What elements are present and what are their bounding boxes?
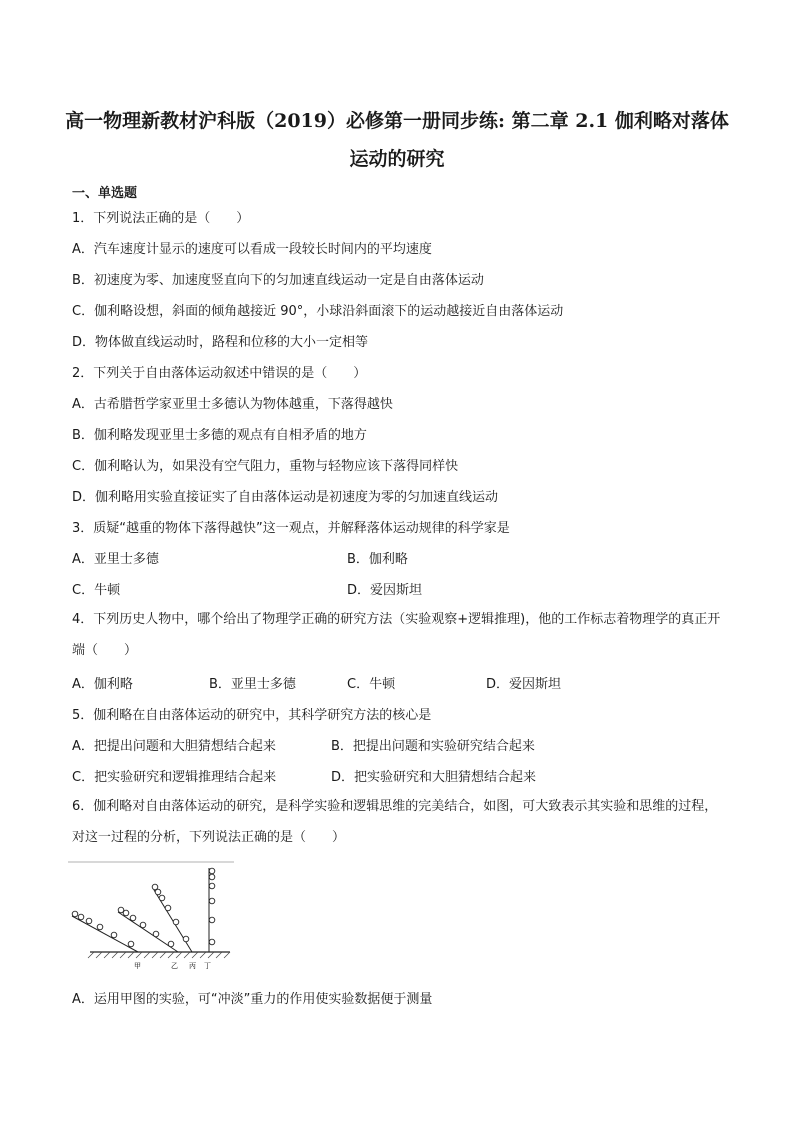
- question-4-stem: 4．下列历史人物中，哪个给出了物理学正确的研究方法（实验观察+逻辑推理)，他的工作标志着物理学的真正开端（ ）: [72, 612, 721, 658]
- question-2-option-d: D．伽利略用实验直接证实了自由落体运动是初速度为零的匀加速直线运动: [72, 490, 499, 505]
- question-3-stem: 3．质疑“越重的物体下落得越快”这一观点，并解释落体运动规律的科学家是: [72, 521, 510, 536]
- label-ding: 丁: [204, 962, 211, 970]
- question-4-option-d: D．爱因斯坦: [486, 677, 562, 692]
- label-yi: 乙: [171, 962, 178, 970]
- galileo-incline-figure: [68, 860, 238, 976]
- question-2-option-a: A．古希腊哲学家亚里士多德认为物体越重，下落得越快: [72, 397, 393, 412]
- question-1-option-d: D．物体做直线运动时，路程和位移的大小一定相等: [72, 335, 369, 350]
- question-2-stem: 2．下列关于自由落体运动叙述中错误的是（ ）: [72, 366, 367, 381]
- label-jia: 甲: [134, 962, 141, 970]
- question-4-option-a: A．伽利略: [72, 677, 133, 692]
- question-5-stem: 5．伽利略在自由落体运动的研究中，其科学研究方法的核心是: [72, 708, 432, 723]
- question-5-option-b: B．把提出问题和实验研究结合起来: [331, 739, 535, 754]
- question-6-stem: 6．伽利略对自由落体运动的研究，是科学实验和逻辑思维的完美结合，如图，可大致表示其实验和思维的过程，对这一过程的分析，下列说法正确的是（ ）: [72, 799, 718, 845]
- label-bing: 丙: [189, 962, 196, 970]
- question-3-option-d: D．爱因斯坦: [347, 583, 423, 598]
- question-5-option-c: C．把实验研究和逻辑推理结合起来: [72, 770, 277, 785]
- question-3-option-c: C．牛顿: [72, 583, 121, 598]
- question-5-option-a: A．把提出问题和大胆猜想结合起来: [72, 739, 276, 754]
- ground-hatching: [88, 952, 230, 958]
- question-4-option-b: B．亚里士多德: [209, 677, 296, 692]
- question-1-option-b: B．初速度为零、加速度竖直向下的匀加速直线运动一定是自由落体运动: [72, 273, 484, 288]
- question-3-option-b: B．伽利略: [347, 552, 408, 567]
- question-1-option-c: C．伽利略设想，斜面的倾角越接近 90°，小球沿斜面滚下的运动越接近自由落体运动: [72, 304, 564, 319]
- question-6-option-a: A．运用甲图的实验，可“冲淡”重力的作用使实验数据便于测量: [72, 992, 433, 1007]
- balls: [72, 868, 215, 947]
- page-title: 高一物理新教材沪科版（2019）必修第一册同步练: 第二章 2.1 伽利略对落体运动的研究: [65, 110, 729, 170]
- section-heading: 一、单选题: [72, 186, 138, 201]
- incline-jia: [72, 916, 138, 952]
- question-5-option-d: D．把实验研究和大胆猜想结合起来: [331, 770, 537, 785]
- question-3-option-a: A．亚里士多德: [72, 552, 159, 567]
- question-1-option-a: A．汽车速度计显示的速度可以看成一段较长时间内的平均速度: [72, 242, 432, 257]
- question-2-option-b: B．伽利略发现亚里士多德的观点有自相矛盾的地方: [72, 428, 367, 443]
- question-4-option-c: C．牛顿: [347, 677, 396, 692]
- question-1-stem: 1．下列说法正确的是（ ）: [72, 211, 250, 226]
- question-2-option-c: C．伽利略认为，如果没有空气阻力，重物与轻物应该下落得同样快: [72, 459, 459, 474]
